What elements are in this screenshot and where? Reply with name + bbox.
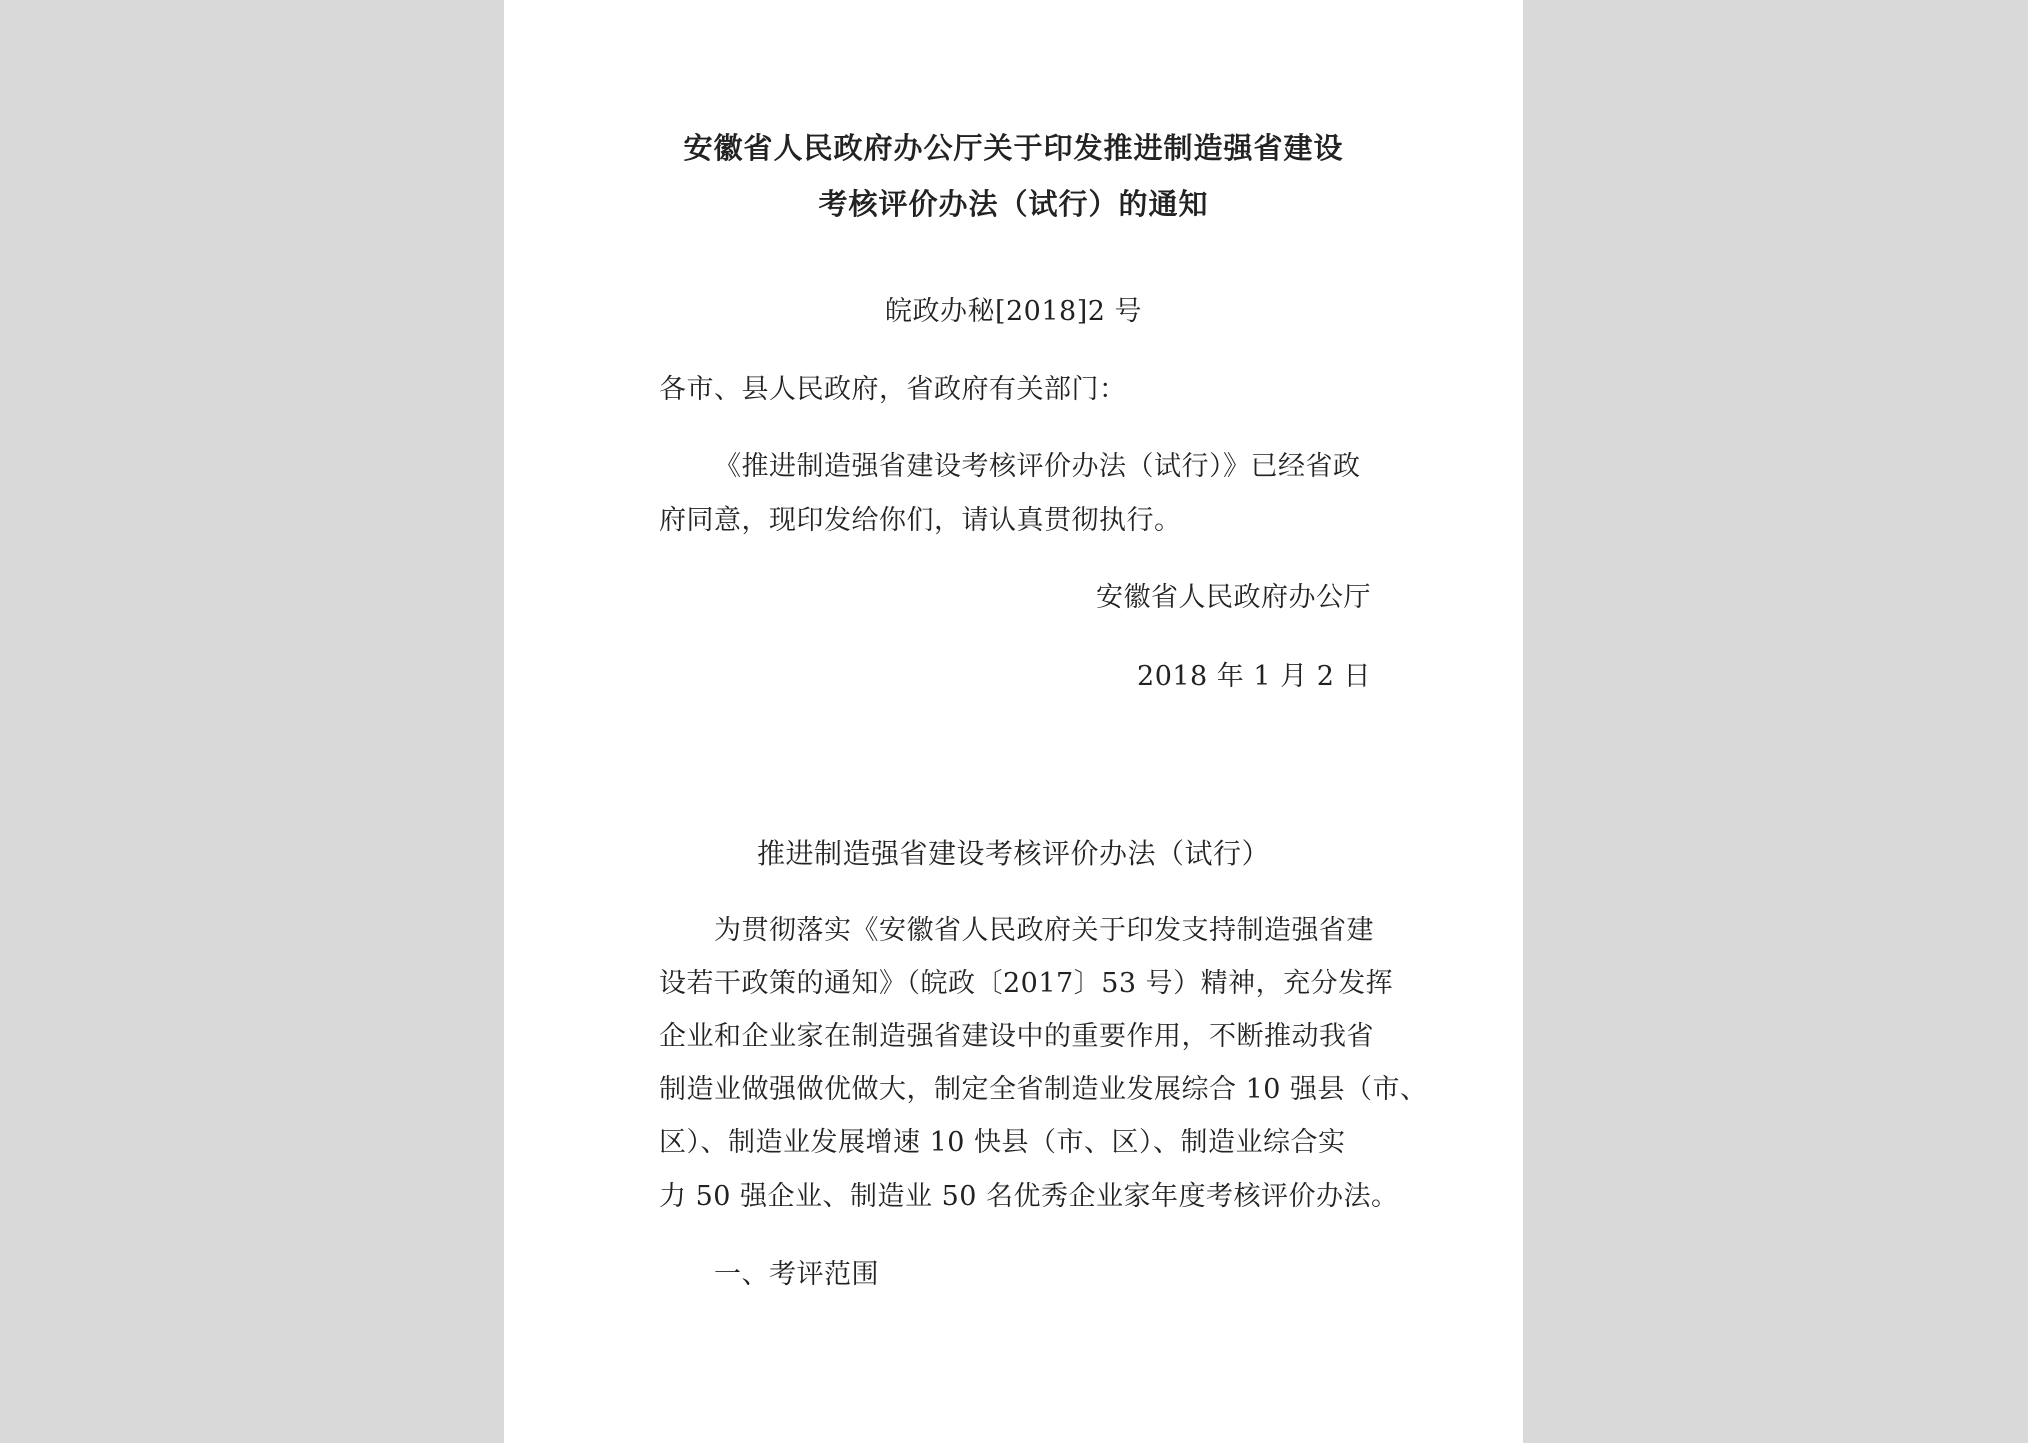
section-heading: 一、考评范围: [714, 1259, 879, 1290]
notice-title-line-2: 考核评价办法（试行）的通知: [818, 187, 1209, 221]
issuer: 安徽省人民政府办公厅: [1096, 582, 1371, 613]
notice-title-line-1: 安徽省人民政府办公厅关于印发推进制造强省建设: [683, 131, 1344, 165]
document-number: 皖政办秘[2018]2 号: [884, 296, 1143, 327]
attachment-title: 推进制造强省建设考核评价办法（试行）: [756, 837, 1270, 870]
recipients: 各市、县人民政府，省政府有关部门：: [659, 374, 1127, 405]
notice-body-line-2: 府同意，现印发给你们，请认真贯彻执行。: [659, 505, 1182, 536]
document-page: [504, 0, 1523, 1443]
attachment-paragraph-line: 为贯彻落实《安徽省人民政府关于印发支持制造强省建: [714, 915, 1374, 946]
notice-body-line-1: 《推进制造强省建设考核评价办法（试行）》已经省政: [714, 451, 1361, 482]
attachment-paragraph-line: 设若干政策的通知》（皖政〔2017〕53 号）精神，充分发挥: [659, 968, 1394, 999]
attachment-paragraph-line: 力 50 强企业、制造业 50 名优秀企业家年度考核评价办法。: [659, 1181, 1399, 1212]
attachment-paragraph-line: 区）、制造业发展增速 10 快县（市、区）、制造业综合实: [659, 1127, 1346, 1158]
attachment-paragraph-line: 企业和企业家在制造强省建设中的重要作用，不断推动我省: [659, 1021, 1374, 1052]
issue-date: 2018 年 1 月 2 日: [1137, 661, 1371, 692]
attachment-paragraph-line: 制造业做强做优做大，制定全省制造业发展综合 10 强县（市、: [659, 1074, 1428, 1105]
